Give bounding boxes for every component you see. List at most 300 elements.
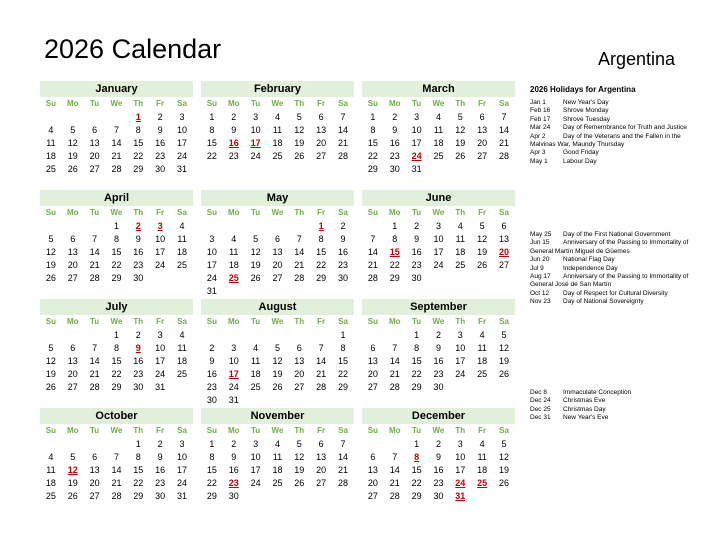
- day-cell: 26: [499, 478, 510, 488]
- day-cell: 25: [250, 382, 261, 392]
- weekday-label: We: [110, 426, 123, 435]
- empty-cell: [310, 176, 332, 189]
- day-cell: 8: [113, 343, 119, 353]
- day-cell: 1: [113, 221, 119, 231]
- day-cell: 17: [155, 356, 166, 366]
- empty-cell: [471, 490, 493, 503]
- empty-cell: [84, 329, 106, 342]
- month-name: November: [201, 408, 354, 424]
- month-name: March: [362, 81, 515, 97]
- empty-cell: [149, 285, 171, 298]
- holiday-day-cell: 9: [135, 343, 141, 353]
- empty-cell: [310, 490, 332, 503]
- day-cell: 16: [206, 369, 217, 379]
- empty-cell: [406, 394, 428, 407]
- empty-cell: [223, 329, 245, 342]
- holiday-name: New Year's Day: [563, 99, 609, 106]
- day-cell: 3: [209, 234, 215, 244]
- day-cell: 2: [135, 330, 141, 340]
- month-name: September: [362, 299, 515, 315]
- holiday-day-cell: 24: [411, 151, 422, 161]
- weekday-label: Sa: [338, 426, 348, 435]
- day-cell: 30: [389, 164, 400, 174]
- day-cell: 4: [274, 439, 280, 449]
- holidays-title: 2026 Holidays for Argentina: [530, 85, 636, 94]
- day-cell: 14: [367, 247, 378, 257]
- empty-cell: [62, 285, 84, 298]
- day-cell: 19: [67, 478, 78, 488]
- empty-cell: [106, 111, 128, 124]
- day-cell: 15: [411, 465, 422, 475]
- day-cell: 6: [318, 112, 324, 122]
- holiday-date: May 1: [530, 157, 548, 165]
- empty-cell: [493, 503, 515, 516]
- empty-cell: [332, 176, 354, 189]
- holiday-date: Oct 12: [530, 289, 550, 297]
- empty-cell: [267, 329, 289, 342]
- weekday-label: Sa: [338, 317, 348, 326]
- day-cell: 29: [111, 273, 122, 283]
- day-cell: 12: [499, 343, 510, 353]
- month-february: [201, 81, 354, 182]
- weekday-label: Fr: [478, 99, 487, 108]
- holiday-item: [530, 414, 700, 422]
- weekday-label: Mo: [66, 99, 79, 108]
- day-cell: 1: [414, 439, 420, 449]
- day-cell: 10: [177, 125, 188, 135]
- holiday-date: Jun 20: [530, 256, 550, 264]
- empty-cell: [471, 503, 493, 516]
- day-cell: 10: [155, 343, 166, 353]
- day-cell: 11: [272, 452, 283, 462]
- day-cell: 27: [294, 382, 305, 392]
- holiday-group: [530, 231, 700, 307]
- day-cell: 11: [177, 343, 187, 353]
- holiday-item: [530, 149, 700, 157]
- weekday-label: Fr: [478, 208, 487, 217]
- empty-cell: [428, 272, 450, 285]
- weekday-label: Su: [45, 317, 57, 326]
- empty-cell: [384, 503, 406, 516]
- day-cell: 9: [231, 125, 237, 135]
- day-cell: 17: [455, 465, 466, 475]
- day-cell: 30: [133, 273, 144, 283]
- day-cell: 10: [433, 234, 444, 244]
- day-cell: 29: [206, 491, 217, 501]
- empty-cell: [40, 503, 62, 516]
- empty-cell: [493, 381, 515, 394]
- holiday-date: Jan 1: [530, 99, 546, 106]
- day-cell: 21: [499, 138, 510, 148]
- day-cell: 27: [67, 273, 78, 283]
- holiday-day-cell: 15: [389, 247, 400, 257]
- empty-cell: [406, 503, 428, 516]
- weekday-label: We: [432, 99, 445, 108]
- weekday-label: Su: [367, 317, 379, 326]
- holiday-date: Aug 17: [530, 273, 551, 281]
- weekday-label: Sa: [338, 99, 348, 108]
- day-cell: 15: [206, 138, 217, 148]
- day-cell: 7: [340, 112, 346, 122]
- day-cell: 3: [179, 112, 185, 122]
- holiday-day-cell: 23: [228, 478, 239, 488]
- day-cell: 11: [477, 452, 487, 462]
- day-cell: 14: [111, 138, 122, 148]
- empty-cell: [449, 163, 471, 176]
- empty-cell: [245, 163, 267, 176]
- empty-cell: [310, 285, 332, 298]
- day-cell: 31: [155, 382, 166, 392]
- day-cell: 2: [435, 330, 441, 340]
- day-cell: 18: [272, 465, 283, 475]
- day-cell: 16: [433, 465, 444, 475]
- day-cell: 16: [411, 247, 422, 257]
- weekday-label: Mo: [227, 426, 240, 435]
- holiday-date: Feb 17: [530, 115, 551, 123]
- day-cell: 9: [157, 125, 163, 135]
- weekday-label: Th: [294, 317, 305, 326]
- day-cell: 13: [316, 125, 327, 135]
- day-cell: 24: [206, 273, 217, 283]
- day-cell: 8: [113, 234, 119, 244]
- holiday-item: [530, 124, 700, 132]
- day-cell: 12: [499, 452, 510, 462]
- day-cell: 6: [70, 343, 76, 353]
- holiday-name: Anniversary of the Passing to Immortality of General José de San Martín: [530, 273, 689, 289]
- day-cell: 8: [135, 125, 141, 135]
- empty-cell: [245, 285, 267, 298]
- empty-cell: [201, 176, 223, 189]
- holiday-date: Dec 25: [530, 405, 551, 413]
- day-cell: 5: [70, 452, 76, 462]
- day-cell: 9: [340, 234, 346, 244]
- day-cell: 21: [316, 369, 327, 379]
- weekday-label: Sa: [499, 317, 509, 326]
- empty-cell: [384, 329, 406, 342]
- weekday-label: Tu: [251, 208, 261, 217]
- holiday-item: [530, 116, 700, 124]
- empty-cell: [40, 176, 62, 189]
- holiday-name: Shrove Monday: [563, 107, 609, 115]
- day-cell: 4: [179, 330, 185, 340]
- day-cell: 23: [389, 151, 400, 161]
- empty-cell: [362, 438, 384, 451]
- day-cell: 29: [111, 382, 122, 392]
- day-cell: 25: [477, 369, 488, 379]
- day-cell: 24: [177, 478, 188, 488]
- day-cell: 15: [133, 465, 144, 475]
- holiday-day-cell: 3: [157, 221, 163, 231]
- empty-cell: [84, 503, 106, 516]
- empty-cell: [127, 503, 149, 516]
- holiday-day-cell: 17: [228, 369, 239, 379]
- empty-cell: [40, 329, 62, 342]
- day-cell: 20: [67, 260, 78, 270]
- weekday-label: Mo: [66, 317, 79, 326]
- day-cell: 28: [499, 151, 510, 161]
- day-cell: 21: [338, 138, 349, 148]
- holiday-name: Day of the First National Government: [563, 231, 671, 238]
- empty-cell: [171, 176, 193, 189]
- weekday-label: Mo: [66, 426, 79, 435]
- weekday-label: Tu: [251, 317, 261, 326]
- day-cell: 1: [113, 330, 119, 340]
- empty-cell: [362, 329, 384, 342]
- day-cell: 16: [133, 247, 144, 257]
- day-cell: 21: [389, 478, 400, 488]
- day-cell: 26: [294, 151, 305, 161]
- day-cell: 28: [338, 151, 349, 161]
- weekday-label: Su: [367, 426, 379, 435]
- holiday-item: [530, 99, 700, 107]
- empty-cell: [245, 220, 267, 233]
- empty-cell: [471, 272, 493, 285]
- weekday-label: Su: [367, 99, 379, 108]
- empty-cell: [62, 220, 84, 233]
- month-march: [362, 81, 515, 182]
- day-cell: 26: [67, 164, 78, 174]
- holiday-date: Apr 3: [530, 149, 546, 157]
- day-cell: 8: [414, 343, 420, 353]
- day-cell: 5: [296, 112, 302, 122]
- holiday-item: [530, 273, 700, 290]
- weekday-label: We: [271, 426, 284, 435]
- day-cell: 31: [228, 395, 239, 405]
- empty-cell: [449, 176, 471, 189]
- day-cell: 19: [477, 247, 488, 257]
- day-cell: 18: [477, 465, 488, 475]
- day-cell: 26: [45, 382, 56, 392]
- day-cell: 12: [477, 234, 488, 244]
- weekday-label: Th: [455, 99, 466, 108]
- day-cell: 18: [177, 247, 188, 257]
- day-cell: 18: [250, 369, 261, 379]
- holiday-item: [530, 290, 700, 298]
- day-cell: 9: [414, 234, 420, 244]
- empty-cell: [149, 272, 171, 285]
- day-cell: 21: [111, 151, 122, 161]
- holiday-item: [530, 389, 700, 397]
- holiday-name: Christmas Day: [563, 405, 606, 413]
- empty-cell: [106, 394, 128, 407]
- day-cell: 28: [367, 273, 378, 283]
- weekday-label: Th: [133, 317, 144, 326]
- day-cell: 8: [135, 452, 141, 462]
- day-cell: 10: [455, 343, 466, 353]
- day-cell: 26: [499, 369, 510, 379]
- weekday-label: Fr: [317, 208, 326, 217]
- day-cell: 18: [433, 138, 444, 148]
- day-cell: 4: [435, 112, 441, 122]
- holiday-day-cell: 2: [135, 221, 141, 231]
- weekday-label: We: [432, 317, 445, 326]
- day-cell: 25: [45, 164, 56, 174]
- empty-cell: [449, 381, 471, 394]
- day-cell: 20: [272, 260, 283, 270]
- day-cell: 4: [479, 439, 485, 449]
- day-cell: 29: [133, 491, 144, 501]
- day-cell: 4: [48, 125, 54, 135]
- day-cell: 17: [433, 247, 444, 257]
- day-cell: 23: [338, 260, 349, 270]
- day-cell: 6: [318, 439, 324, 449]
- day-cell: 26: [294, 478, 305, 488]
- empty-cell: [310, 163, 332, 176]
- day-cell: 14: [499, 125, 510, 135]
- day-cell: 3: [157, 330, 163, 340]
- empty-cell: [493, 163, 515, 176]
- day-cell: 20: [316, 138, 327, 148]
- day-cell: 16: [389, 138, 400, 148]
- day-cell: 10: [155, 234, 166, 244]
- day-cell: 22: [389, 260, 400, 270]
- day-cell: 15: [316, 247, 327, 257]
- day-cell: 5: [479, 221, 485, 231]
- day-cell: 16: [133, 356, 144, 366]
- day-cell: 20: [316, 465, 327, 475]
- day-cell: 28: [89, 382, 100, 392]
- weekday-label: We: [271, 317, 284, 326]
- empty-cell: [471, 163, 493, 176]
- day-cell: 6: [479, 112, 485, 122]
- day-cell: 14: [389, 356, 400, 366]
- empty-cell: [267, 163, 289, 176]
- empty-cell: [84, 285, 106, 298]
- month-december: [362, 408, 515, 509]
- day-cell: 14: [338, 452, 349, 462]
- empty-cell: [267, 490, 289, 503]
- day-cell: 10: [206, 247, 217, 257]
- day-cell: 2: [157, 112, 163, 122]
- weekday-label: Th: [455, 426, 466, 435]
- holiday-date: Feb 16: [530, 107, 551, 115]
- empty-cell: [428, 285, 450, 298]
- weekday-label: We: [110, 99, 123, 108]
- day-cell: 27: [367, 382, 378, 392]
- day-cell: 1: [392, 221, 398, 231]
- weekday-label: We: [271, 208, 284, 217]
- weekday-label: Fr: [317, 426, 326, 435]
- day-cell: 15: [111, 356, 122, 366]
- holiday-item: [530, 239, 700, 256]
- day-cell: 13: [272, 247, 283, 257]
- day-cell: 22: [206, 151, 217, 161]
- holiday-name: New Year's Eve: [563, 414, 609, 422]
- day-cell: 5: [274, 343, 280, 353]
- day-cell: 18: [477, 356, 488, 366]
- weekday-label: Mo: [227, 99, 240, 108]
- day-cell: 7: [392, 343, 398, 353]
- day-cell: 19: [272, 369, 283, 379]
- weekday-label: Th: [455, 208, 466, 217]
- holiday-date: Mar 24: [530, 124, 551, 132]
- day-cell: 30: [155, 164, 166, 174]
- day-cell: 19: [499, 356, 510, 366]
- day-cell: 7: [318, 343, 324, 353]
- day-cell: 30: [433, 491, 444, 501]
- day-cell: 7: [340, 439, 346, 449]
- day-cell: 7: [92, 343, 98, 353]
- day-cell: 22: [206, 478, 217, 488]
- holiday-item: [530, 133, 700, 150]
- holiday-name: Day of Respect for Cultural Diversity: [563, 289, 668, 297]
- day-cell: 11: [433, 125, 444, 135]
- day-cell: 27: [89, 491, 100, 501]
- weekday-label: Th: [133, 208, 144, 217]
- day-cell: 31: [411, 164, 422, 174]
- day-cell: 15: [206, 465, 217, 475]
- empty-cell: [406, 285, 428, 298]
- empty-cell: [40, 438, 62, 451]
- day-cell: 11: [229, 247, 239, 257]
- day-cell: 16: [433, 356, 444, 366]
- day-cell: 26: [67, 491, 78, 501]
- holiday-name: Labour Day: [563, 157, 597, 165]
- day-cell: 9: [231, 452, 237, 462]
- weekday-label: Sa: [177, 317, 187, 326]
- day-cell: 23: [411, 260, 422, 270]
- day-cell: 2: [209, 343, 215, 353]
- day-cell: 31: [177, 164, 188, 174]
- day-cell: 10: [411, 125, 422, 135]
- empty-cell: [106, 438, 128, 451]
- weekday-label: Mo: [227, 317, 240, 326]
- empty-cell: [332, 394, 354, 407]
- weekday-label: Su: [206, 426, 218, 435]
- empty-cell: [428, 163, 450, 176]
- holiday-item: [530, 397, 700, 405]
- day-cell: 25: [45, 491, 56, 501]
- empty-cell: [201, 220, 223, 233]
- weekday-label: We: [110, 208, 123, 217]
- empty-cell: [267, 285, 289, 298]
- day-cell: 6: [274, 234, 280, 244]
- weekday-label: Th: [133, 426, 144, 435]
- month-september: [362, 299, 515, 400]
- day-cell: 2: [340, 221, 346, 231]
- day-cell: 11: [46, 138, 56, 148]
- day-cell: 23: [133, 260, 144, 270]
- day-cell: 3: [435, 221, 441, 231]
- empty-cell: [362, 503, 384, 516]
- day-cell: 10: [250, 452, 261, 462]
- day-cell: 17: [177, 138, 188, 148]
- day-cell: 12: [294, 125, 305, 135]
- day-cell: 29: [367, 164, 378, 174]
- day-cell: 13: [67, 247, 78, 257]
- weekday-label: Th: [294, 99, 305, 108]
- day-cell: 13: [89, 138, 100, 148]
- empty-cell: [384, 438, 406, 451]
- empty-cell: [332, 163, 354, 176]
- day-cell: 14: [389, 465, 400, 475]
- day-cell: 5: [296, 439, 302, 449]
- weekday-label: Sa: [499, 208, 509, 217]
- day-cell: 22: [338, 369, 349, 379]
- weekday-label: Sa: [177, 99, 187, 108]
- holiday-day-cell: 25: [228, 273, 239, 283]
- holiday-date: Nov 23: [530, 298, 551, 306]
- weekday-label: Su: [206, 99, 218, 108]
- day-cell: 17: [155, 247, 166, 257]
- month-name: June: [362, 190, 515, 206]
- day-cell: 13: [89, 465, 100, 475]
- day-cell: 6: [70, 234, 76, 244]
- day-cell: 9: [209, 356, 215, 366]
- empty-cell: [62, 503, 84, 516]
- holiday-name: Good Friday: [563, 149, 599, 157]
- weekday-label: Th: [294, 208, 305, 217]
